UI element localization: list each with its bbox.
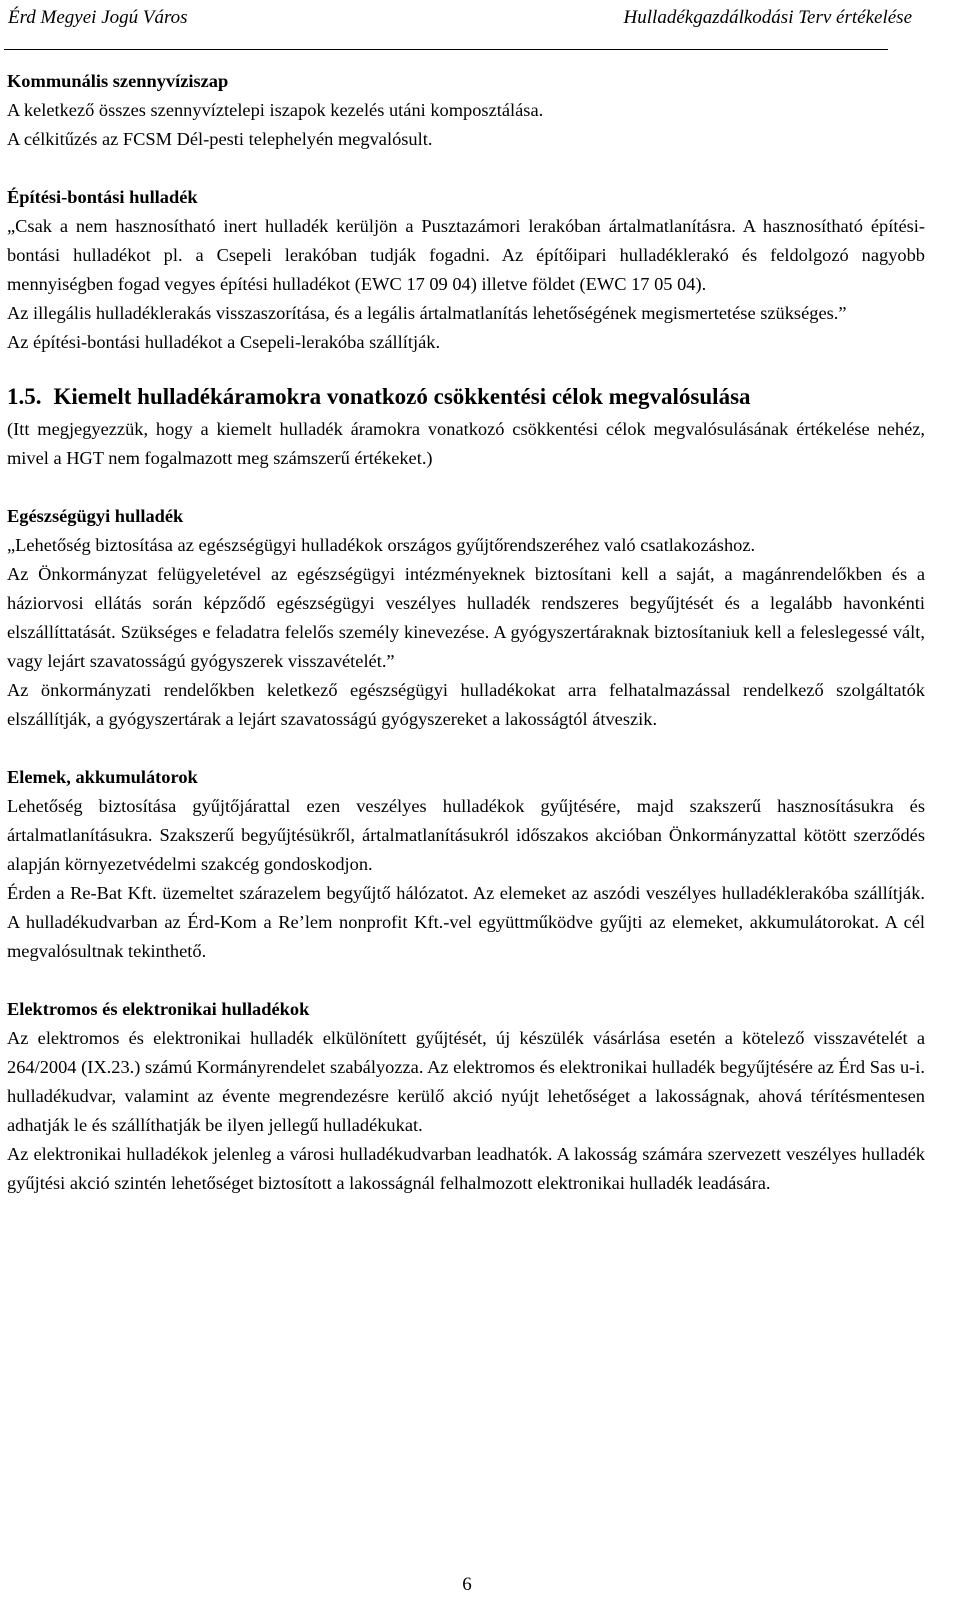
paragraph: Az építési-bontási hulladékot a Csepeli-lerakóba szállítják.	[7, 332, 441, 352]
paragraph: Az elektronikai hulladékok jelenleg a városi hulladékudvarban leadhatók. A lakosság számára szervezett veszélyes hulladék gyűjtési akció szintén lehetőséget biztosított a lakosságnál felhalmozott elektronikai hulladék leadására.	[7, 1144, 925, 1193]
document-body	[7, 67, 925, 1198]
heading-epitesi: Építési-bontási hulladék	[7, 187, 198, 207]
paragraph: A keletkező összes szennyvíztelepi iszapok kezelés utáni komposztálása.	[7, 100, 544, 120]
block-section-1-5	[7, 379, 925, 473]
paragraph: Az elektromos és elektronikai hulladék elkülönített gyűjtését, új készülék vásárlása esetén a kötelező visszavételét a 264/2004 (IX.23.) számú Kormányrendelet szabályozza. Az elektromos és elektronikai hulladék begyűjtésére az Érd Sas u-i. hulladékudvar, valamint az évente megrendezésre kerülő akció nyújt lehetőséget a lakosságnak, ahová térítésmentesen adhatják le és szállíthatják be ilyen jellegű hulladékukat.	[7, 1028, 925, 1135]
heading-elektromos: Elektromos és elektronikai hulladékok	[7, 999, 310, 1019]
paragraph: Az illegális hulladéklerakás visszaszorítása, és a legális ártalmatlanítás lehetőségének megismertetése szükséges.”	[7, 303, 847, 323]
header-city: Érd Megyei Jogú Város	[8, 7, 188, 28]
block-elektromos	[7, 995, 925, 1198]
paragraph: „Csak a nem hasznosítható inert hulladék kerüljön a Pusztazámori lerakóban ártalmatlanításra. A hasznosítható építési-bontási hulladékot pl. a Csepeli lerakóban tudják fogadni. Az építőipari hulladéklerakó és feldolgozó nagyobb mennyiségben fogad vegyes építési hulladékot (EWC 17 09 04) illetve földet (EWC 17 05 04).	[7, 216, 925, 294]
paragraph: A célkitűzés az FCSM Dél-pesti telephelyén megvalósult.	[7, 129, 433, 149]
header-rule	[4, 49, 888, 50]
section-number: 1.5.	[7, 384, 42, 409]
paragraph: (Itt megjegyezzük, hogy a kiemelt hulladék áramokra vonatkozó csökkentési célok megvalósulásának értékelése nehéz, mivel a HGT nem fogalmazott meg számszerű értékeket.)	[7, 419, 925, 468]
page-number: 6	[462, 1574, 472, 1595]
heading-kommunalis: Kommunális szennyvíziszap	[7, 71, 229, 91]
section-title: Kiemelt hulladékáramokra vonatkozó csökkentési célok megvalósulása	[53, 384, 751, 409]
block-kommunalis	[7, 67, 925, 154]
block-elemek	[7, 763, 925, 966]
paragraph: Érden a Re-Bat Kft. üzemeltet szárazelem begyűjtő hálózatot. Az elemeket az aszódi veszélyes hulladéklerakóba szállítják. A hulladékudvarban az Érd-Kom a Re’lem nonprofit Kft.-vel együttműködve gyűjti az elemeket, akkumulátorokat. A cél megvalósultnak tekinthető.	[7, 883, 925, 961]
section-heading-1-5	[7, 379, 925, 415]
paragraph: „Lehetőség biztosítása az egészségügyi hulladékok országos gyűjtőrendszeréhez való csatlakozáshoz.	[7, 535, 756, 555]
paragraph: Az önkormányzati rendelőkben keletkező egészségügyi hulladékokat arra felhatalmazással rendelkező szolgáltatók elszállítják, a gyógyszertárak a lejárt szavatosságú gyógyszereket a lakosságtól átveszik.	[7, 680, 925, 729]
header-doc-title: Hulladékgazdálkodási Terv értékelése	[623, 7, 912, 28]
block-epitesi	[7, 183, 925, 357]
block-egeszsegugyi	[7, 502, 925, 734]
heading-egeszsegugyi: Egészségügyi hulladék	[7, 506, 184, 526]
paragraph: Az Önkormányzat felügyeletével az egészségügyi intézményeknek biztosítani kell a saját, a magánrendelőkben és a háziorvosi ellátás során képződő egészségügyi veszélyes hulladék rendszeres begyűjtését és a legalább havonkénti elszállíttatását. Szükséges e feladatra felelős személy kinevezése. A gyógyszertáraknak biztosítaniuk kell a feleslegessé vált, vagy lejárt szavatosságú gyógyszerek visszavételét.”	[7, 564, 925, 671]
paragraph: Lehetőség biztosítása gyűjtőjárattal ezen veszélyes hulladékok gyűjtésére, majd szakszerű hasznosításukra és ártalmatlanításukra. Szakszerű begyűjtésükről, ártalmatlanításukról időszakos akcióban Önkormányzattal kötött szerződés alapján környezetvédelmi szakcég gondoskodjon.	[7, 796, 925, 874]
heading-elemek: Elemek, akkumulátorok	[7, 767, 198, 787]
